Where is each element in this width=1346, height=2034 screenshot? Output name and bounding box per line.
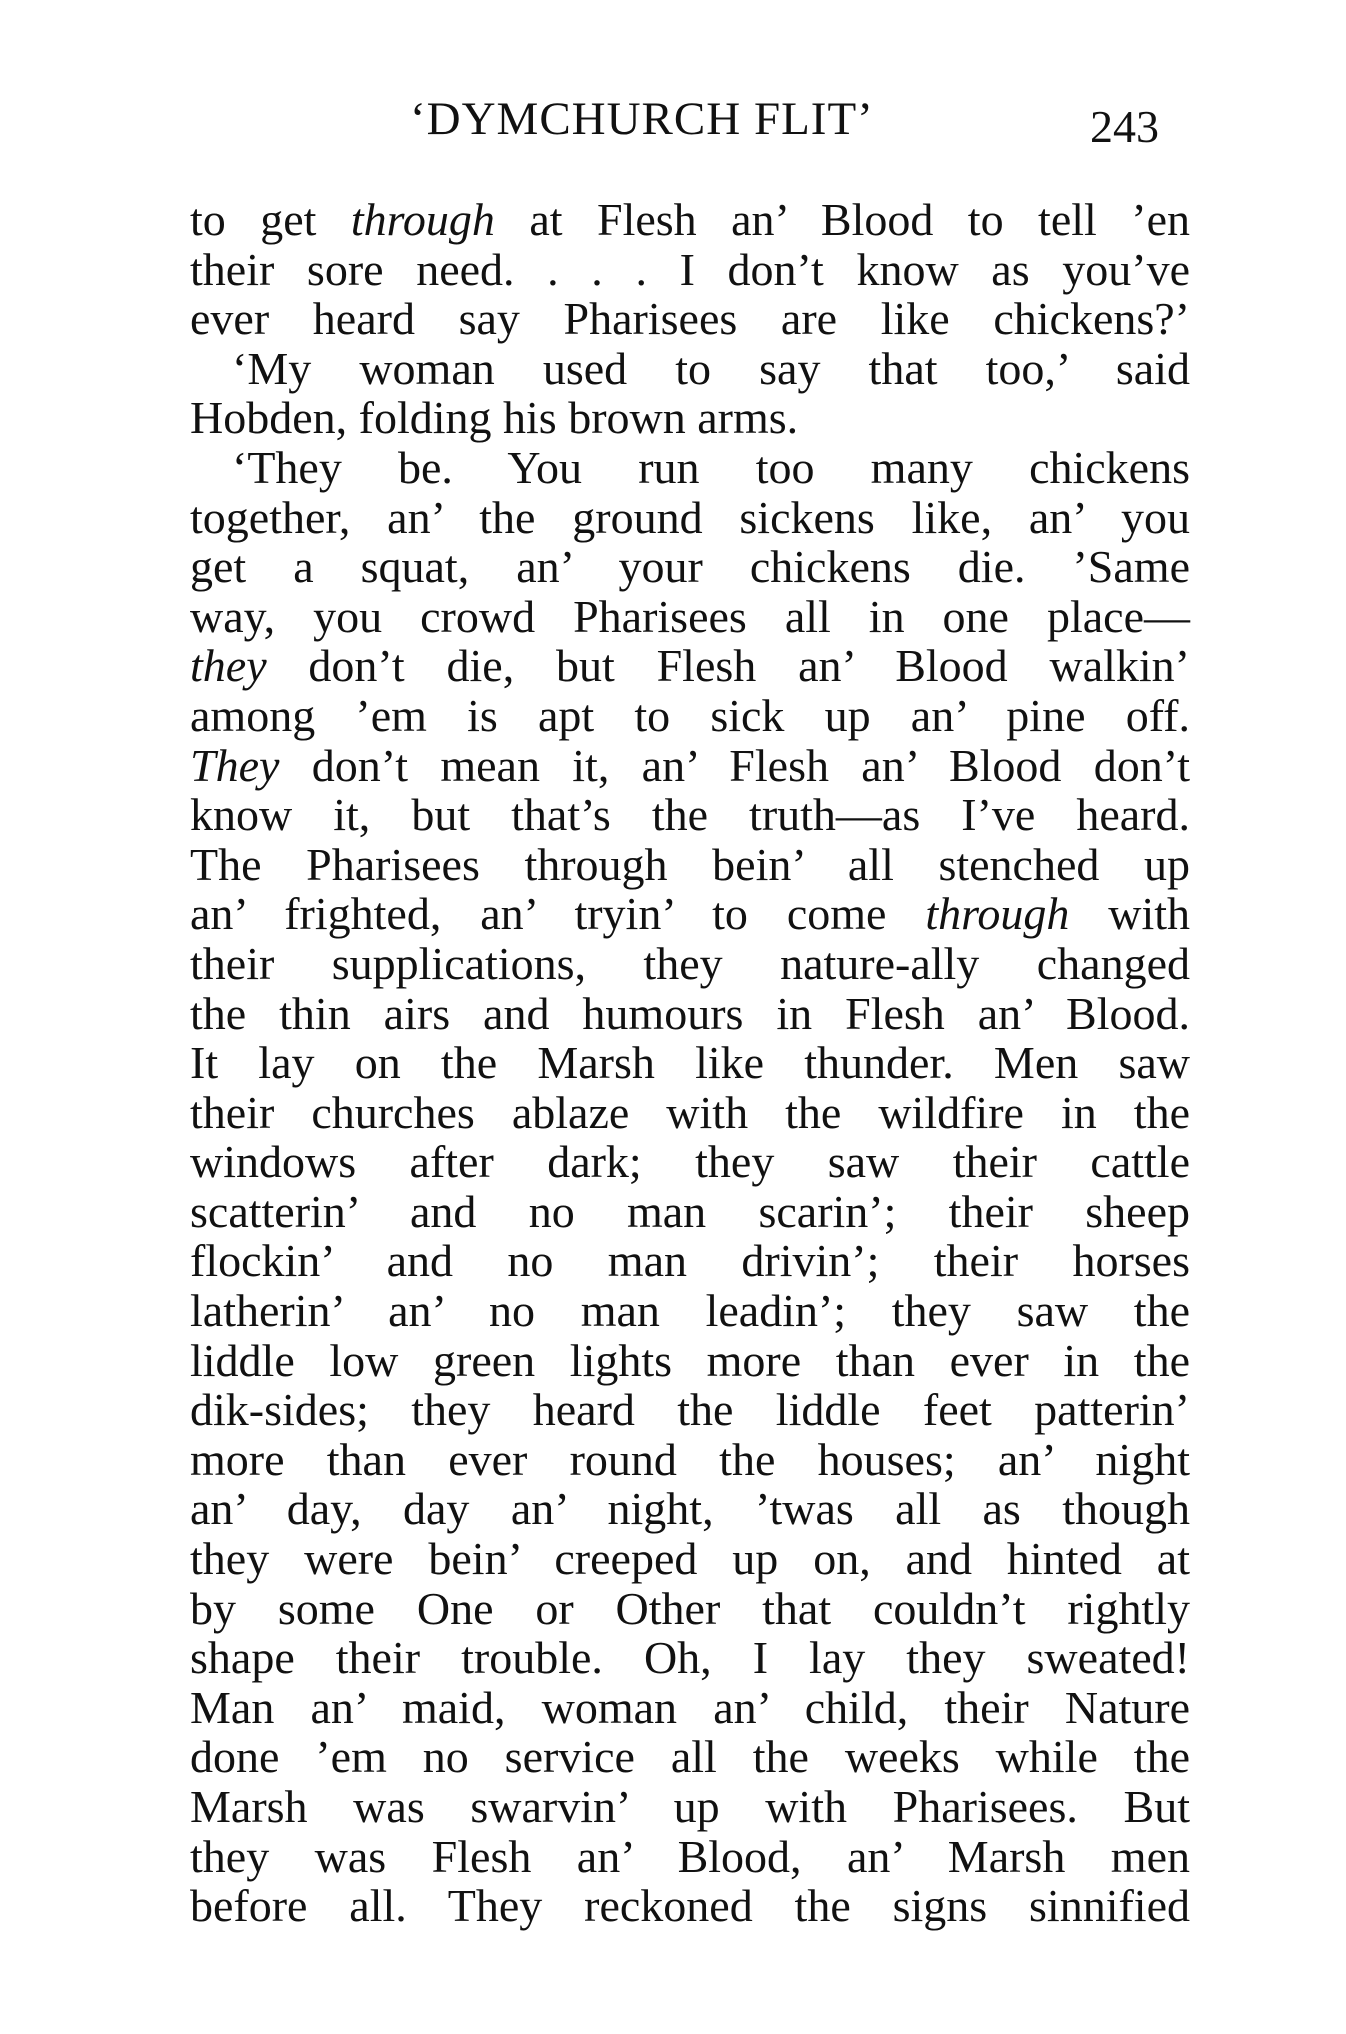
italic-text: through [350,194,495,245]
text-segment: latherin’ an’ no man leadin’; they saw the [190,1285,1190,1337]
text-line [190,1137,1190,1187]
text-segment: to get [190,194,351,245]
text-line [190,1088,1190,1138]
text-segment: ‘My woman used to say that too,’ said [232,342,1190,394]
text-segment: way, you crowd Pharisees all in one place— [190,590,1190,642]
text-segment: ever heard say Pharisees are like chickens?’ [190,293,1190,345]
text-line [190,641,1190,691]
text-line [190,592,1190,642]
text-segment: they were bein’ creeped up on, and hinted at [190,1533,1190,1585]
text-segment: their sore need. . . . I don’t know as you’ve [190,243,1190,295]
text-segment: Man an’ maid, woman an’ child, their Nature [190,1681,1190,1733]
page-number: 243 [1090,101,1159,152]
text-line [190,195,1190,245]
text-segment: dik-sides; they heard the liddle feet patterin’ [190,1384,1190,1436]
text-segment: scatterin’ and no man scarin’; their sheep [190,1185,1190,1237]
italic-text: They [190,739,280,791]
text-line [190,939,1190,989]
text-segment: before all. They reckoned the signs sinnified [190,1880,1190,1932]
text-line [190,1881,1190,1931]
text-line [190,889,1190,939]
text-line [190,1683,1190,1733]
text-line [190,840,1190,890]
running-head [190,92,1190,152]
text-line [190,1385,1190,1435]
text-line [190,1832,1190,1882]
italic-text: through [925,888,1070,940]
text-segment: done ’em no service all the weeks while the [190,1731,1190,1783]
text-line [190,1484,1190,1534]
text-segment: together, an’ the ground sickens like, an’ you [190,491,1190,543]
body-text [190,195,1190,1931]
text-segment: liddle low green lights more than ever in the [190,1334,1190,1386]
text-segment: by some One or Other that couldn’t rightly [190,1582,1190,1634]
text-line [190,989,1190,1039]
text-line [190,1286,1190,1336]
text-segment: the thin airs and humours in Flesh an’ Blood. [190,987,1190,1039]
text-line [190,1584,1190,1634]
text-segment: don’t die, but Flesh an’ Blood walkin’ [266,640,1190,692]
text-segment: at Flesh an’ Blood to tell ’en [494,194,1190,245]
text-segment: their supplications, they nature-ally changed [190,937,1190,989]
text-line [190,344,1190,394]
text-segment: get a squat, an’ your chickens die. ’Same [190,541,1190,593]
text-segment: among ’em is apt to sick up an’ pine off. [190,689,1190,741]
text-segment: flockin’ and no man drivin’; their horses [190,1235,1190,1287]
text-segment: don’t mean it, an’ Flesh an’ Blood don’t [279,739,1190,791]
text-line [190,542,1190,592]
text-line [190,493,1190,543]
text-line [190,245,1190,295]
text-segment: Hobden, folding his brown arms. [190,392,799,444]
text-line [190,443,1190,493]
italic-text: they [190,640,267,692]
text-segment: ‘They be. You run too many chickens [232,441,1190,493]
text-segment: their churches ablaze with the wildfire in the [190,1086,1190,1138]
text-line [190,393,1190,443]
text-segment: more than ever round the houses; an’ night [190,1433,1190,1485]
text-segment: an’ day, day an’ night, ’twas all as though [190,1483,1190,1535]
text-line [190,790,1190,840]
text-line [190,1336,1190,1386]
text-segment: windows after dark; they saw their cattle [190,1136,1190,1188]
text-segment: with [1069,888,1191,940]
text-line [190,1782,1190,1832]
text-line [190,741,1190,791]
text-segment: know it, but that’s the truth—as I’ve heard. [190,789,1190,841]
text-line [190,691,1190,741]
text-line [190,1732,1190,1782]
text-line [190,1038,1190,1088]
text-segment: It lay on the Marsh like thunder. Men saw [190,1037,1190,1089]
text-line [190,294,1190,344]
text-segment: an’ frighted, an’ tryin’ to come [190,888,926,940]
text-line [190,1534,1190,1584]
text-line [190,1633,1190,1683]
page-title: ‘DYMCHURCH FLIT’ [410,93,874,145]
text-segment: they was Flesh an’ Blood, an’ Marsh men [190,1830,1190,1882]
text-line [190,1187,1190,1237]
text-segment: shape their trouble. Oh, I lay they sweated! [190,1632,1190,1684]
text-segment: The Pharisees through bein’ all stenched up [190,838,1190,890]
text-line [190,1435,1190,1485]
text-segment: Marsh was swarvin’ up with Pharisees. But [190,1781,1190,1832]
text-line [190,1236,1190,1286]
